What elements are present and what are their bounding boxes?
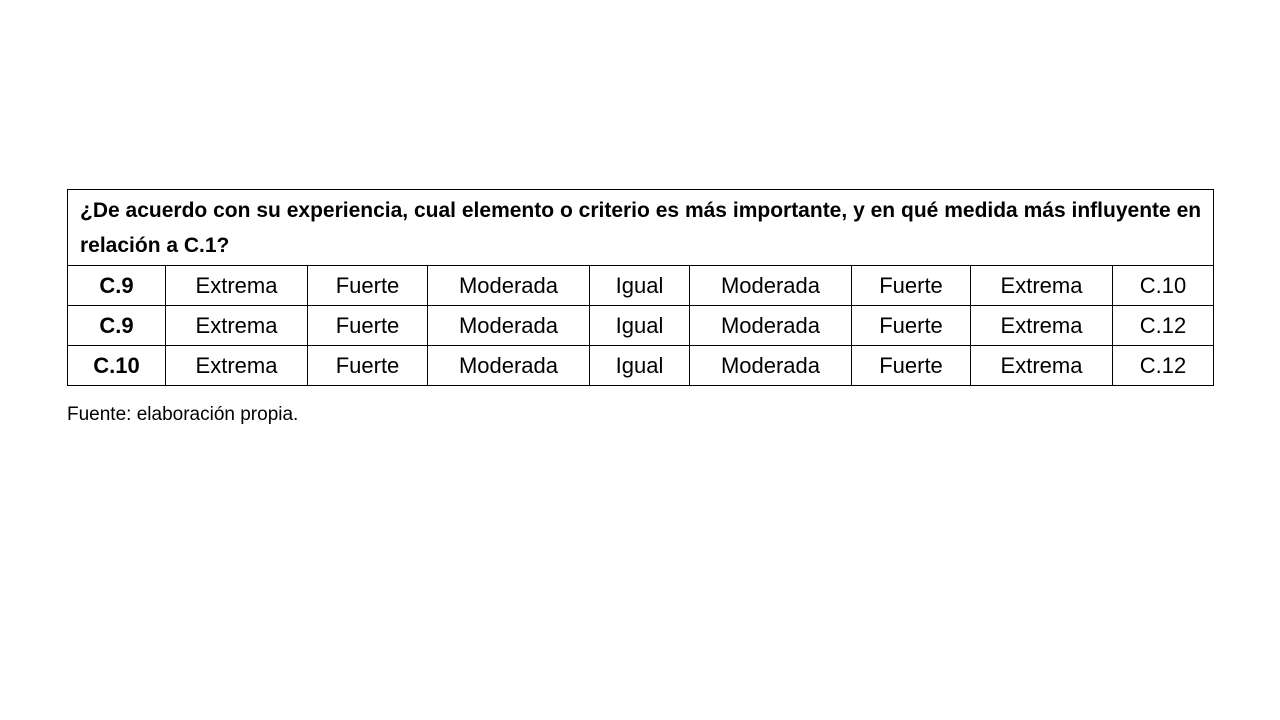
scale-cell: Moderada bbox=[690, 266, 852, 306]
table-row bbox=[68, 266, 1214, 306]
row-right-criterion: C.12 bbox=[1113, 306, 1214, 346]
scale-cell: Extrema bbox=[971, 306, 1113, 346]
scale-cell: Moderada bbox=[690, 306, 852, 346]
scale-cell: Fuerte bbox=[852, 346, 971, 386]
scale-cell: Fuerte bbox=[308, 266, 428, 306]
scale-cell: Fuerte bbox=[852, 266, 971, 306]
scale-cell: Extrema bbox=[166, 306, 308, 346]
row-left-criterion: C.9 bbox=[68, 306, 166, 346]
scale-cell: Moderada bbox=[428, 346, 590, 386]
row-left-criterion: C.10 bbox=[68, 346, 166, 386]
scale-cell: Fuerte bbox=[852, 306, 971, 346]
scale-cell: Fuerte bbox=[308, 346, 428, 386]
row-right-criterion: C.10 bbox=[1113, 266, 1214, 306]
question-row bbox=[68, 190, 1214, 266]
comparison-table bbox=[67, 189, 1214, 386]
scale-cell: Moderada bbox=[428, 306, 590, 346]
question-text: ¿De acuerdo con su experiencia, cual elemento o criterio es más importante, y en qué medida más influyente en relación a C.1? bbox=[68, 190, 1214, 266]
scale-cell: Extrema bbox=[166, 346, 308, 386]
row-right-criterion: C.12 bbox=[1113, 346, 1214, 386]
scale-cell: Igual bbox=[590, 346, 690, 386]
scale-cell: Extrema bbox=[971, 266, 1113, 306]
table-row bbox=[68, 306, 1214, 346]
scale-cell: Moderada bbox=[690, 346, 852, 386]
scale-cell: Extrema bbox=[971, 346, 1113, 386]
scale-cell: Igual bbox=[590, 306, 690, 346]
scale-cell: Igual bbox=[590, 266, 690, 306]
scale-cell: Extrema bbox=[166, 266, 308, 306]
row-left-criterion: C.9 bbox=[68, 266, 166, 306]
scale-cell: Fuerte bbox=[308, 306, 428, 346]
scale-cell: Moderada bbox=[428, 266, 590, 306]
source-caption: Fuente: elaboración propia. bbox=[67, 404, 299, 425]
table-row bbox=[68, 346, 1214, 386]
